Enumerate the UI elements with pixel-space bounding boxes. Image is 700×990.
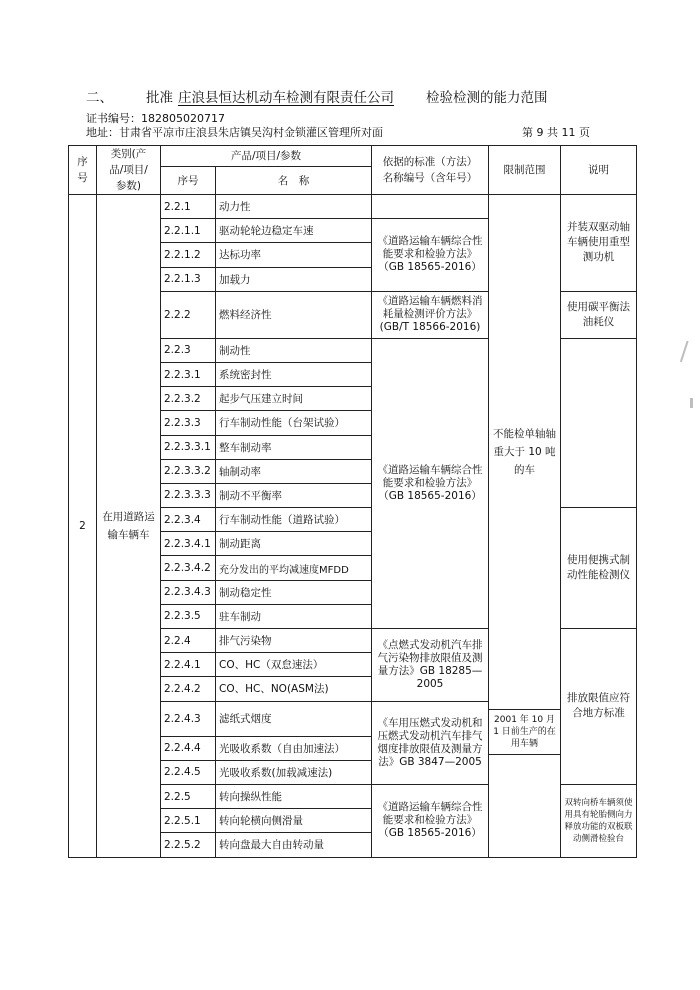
seq-cell: 2: [69, 195, 97, 858]
capability-table: [68, 145, 637, 858]
item-name: 起步气压建立时间: [216, 387, 372, 411]
limit-cell-1: 不能检单轴轴重大于 10 吨的车: [493, 428, 557, 476]
item-name: CO、HC、NO(ASM法): [216, 677, 372, 701]
item-code: 2.2.3: [161, 338, 216, 362]
item-code: 2.2.3.3: [161, 411, 216, 435]
note-cell-5: 双转向桥车辆须使用具有轮胎侧向力释放功能的双板联动侧滑检验台: [561, 784, 637, 857]
item-name: 行车制动性能（道路试验）: [216, 508, 372, 532]
scope-label: 检验检测的能力范围: [426, 90, 548, 106]
item-name: 转向轮横向侧滑量: [216, 809, 372, 833]
item-code: 2.2.4.4: [161, 736, 216, 760]
address-text: 甘肃省平凉市庄浪县朱店镇吴沟村金锁灌区管理所对面: [119, 126, 383, 139]
item-name: 行车制动性能（台架试验）: [216, 411, 372, 435]
page-info: 第 9 共 11 页: [522, 126, 590, 139]
limit-column: [489, 195, 561, 858]
item-name: 转向盘最大自由转动量: [216, 833, 372, 857]
item-code: 2.2.1.1: [161, 219, 216, 243]
header-row: [69, 146, 637, 167]
item-name: 光吸收系数(加载减速法): [216, 760, 372, 784]
standard-cell-4: 《点燃式发动机汽车排气污染物排放限值及测量方法》GB 18285—2005: [372, 629, 489, 702]
standard-cell-5: 《车用压燃式发动机和压燃式发动机汽车排气烟度排放限值及测量方法》GB 3847—2005: [372, 701, 489, 784]
item-code: 2.2.3.4.2: [161, 556, 216, 580]
header-item-no: 序号: [161, 167, 216, 195]
item-name: 轴制动率: [216, 459, 372, 483]
item-name: 转向操纵性能: [216, 784, 372, 808]
item-name: 系统密封性: [216, 362, 372, 386]
item-name: 制动稳定性: [216, 580, 372, 604]
address-line: [86, 124, 606, 140]
item-code: 2.2.3.3.2: [161, 459, 216, 483]
item-code: 2.2.5.2: [161, 833, 216, 857]
item-name: 制动不平衡率: [216, 483, 372, 507]
item-code: 2.2.1.2: [161, 243, 216, 267]
note-cell-3: 使用便携式制动性能检测仪: [561, 508, 637, 629]
item-name: 制动性: [216, 338, 372, 362]
item-code: 2.2.4.2: [161, 677, 216, 701]
organization-name: 庄浪县恒达机动车检测有限责任公司: [178, 90, 394, 106]
header-seq: 序 号: [69, 146, 97, 195]
category-cell: 在用道路运输车辆车: [97, 195, 161, 858]
note-cell-empty: [561, 338, 637, 507]
item-name: 驻车制动: [216, 604, 372, 628]
approval-label: 批准: [146, 90, 173, 106]
item-code: 2.2.4.3: [161, 701, 216, 736]
header-item-name: 名 称: [216, 167, 372, 195]
item-code: 2.2.3.3.3: [161, 483, 216, 507]
item-name: 制动距离: [216, 532, 372, 556]
header-product-group: 产品/项目/参数: [161, 146, 372, 167]
table-row: [69, 195, 637, 219]
item-code: 2.2.4.1: [161, 653, 216, 677]
section-number: 二、: [86, 90, 113, 106]
address-label: 地址：: [86, 126, 119, 139]
item-code: 2.2.1.3: [161, 267, 216, 291]
item-name: 充分发出的平均减速度MFDD: [216, 556, 372, 580]
item-name: 排气污染物: [216, 629, 372, 653]
limit-cell-2: 2001 年 10 月 1 日前生产的在用车辆: [489, 709, 560, 755]
standard-cell-6: 《道路运输车辆综合性能要求和检验方法》（GB 18565-2016）: [372, 784, 489, 857]
standard-cell-2: 《道路运输车辆燃料消耗量检测评价方法》(GB/T 18566-2016): [372, 291, 489, 338]
item-name: 动力性: [216, 195, 372, 219]
header-limit: 限制范围: [489, 146, 561, 195]
note-cell-1: 并装双驱动轴车辆使用重型测功机: [561, 195, 637, 292]
item-name: 达标功率: [216, 243, 372, 267]
item-code: 2.2.3.1: [161, 362, 216, 386]
margin-scribble: [680, 341, 698, 366]
margin-mark: [690, 398, 693, 408]
standard-cell-3: 《道路运输车辆综合性能要求和检验方法》（GB 18565-2016）: [372, 338, 489, 628]
note-cell-4: 排放限值应符合地方标准: [561, 629, 637, 785]
item-name: 整车制动率: [216, 435, 372, 459]
header-note: 说明: [561, 146, 637, 195]
item-name: 加载力: [216, 267, 372, 291]
item-name: 滤纸式烟度: [216, 701, 372, 736]
item-code: 2.2.2: [161, 291, 216, 338]
item-name: 光吸收系数（自由加速法）: [216, 736, 372, 760]
header-category: 类别(产 品/项目/ 参数): [97, 146, 161, 195]
item-code: 2.2.4.5: [161, 760, 216, 784]
standard-cell: [372, 195, 489, 219]
item-code: 2.2.3.3.1: [161, 435, 216, 459]
item-name: 驱动轮轮边稳定车速: [216, 219, 372, 243]
item-name: CO、HC（双怠速法）: [216, 653, 372, 677]
cert-number: 182805020717: [141, 112, 225, 125]
item-code: 2.2.4: [161, 629, 216, 653]
document-title: [86, 86, 646, 106]
item-code: 2.2.3.4.3: [161, 580, 216, 604]
item-code: 2.2.3.4.1: [161, 532, 216, 556]
note-cell-2: 使用碳平衡法油耗仪: [561, 291, 637, 338]
standard-cell-1: 《道路运输车辆综合性能要求和检验方法》（GB 18565-2016）: [372, 219, 489, 292]
header-standard: 依据的标准（方法） 名称编号（含年号）: [372, 146, 489, 195]
item-code: 2.2.1: [161, 195, 216, 219]
item-code: 2.2.5: [161, 784, 216, 808]
item-code: 2.2.5.1: [161, 809, 216, 833]
item-code: 2.2.3.5: [161, 604, 216, 628]
item-code: 2.2.3.2: [161, 387, 216, 411]
item-code: 2.2.3.4: [161, 508, 216, 532]
cert-label: 证书编号：: [86, 112, 141, 125]
item-name: 燃料经济性: [216, 291, 372, 338]
